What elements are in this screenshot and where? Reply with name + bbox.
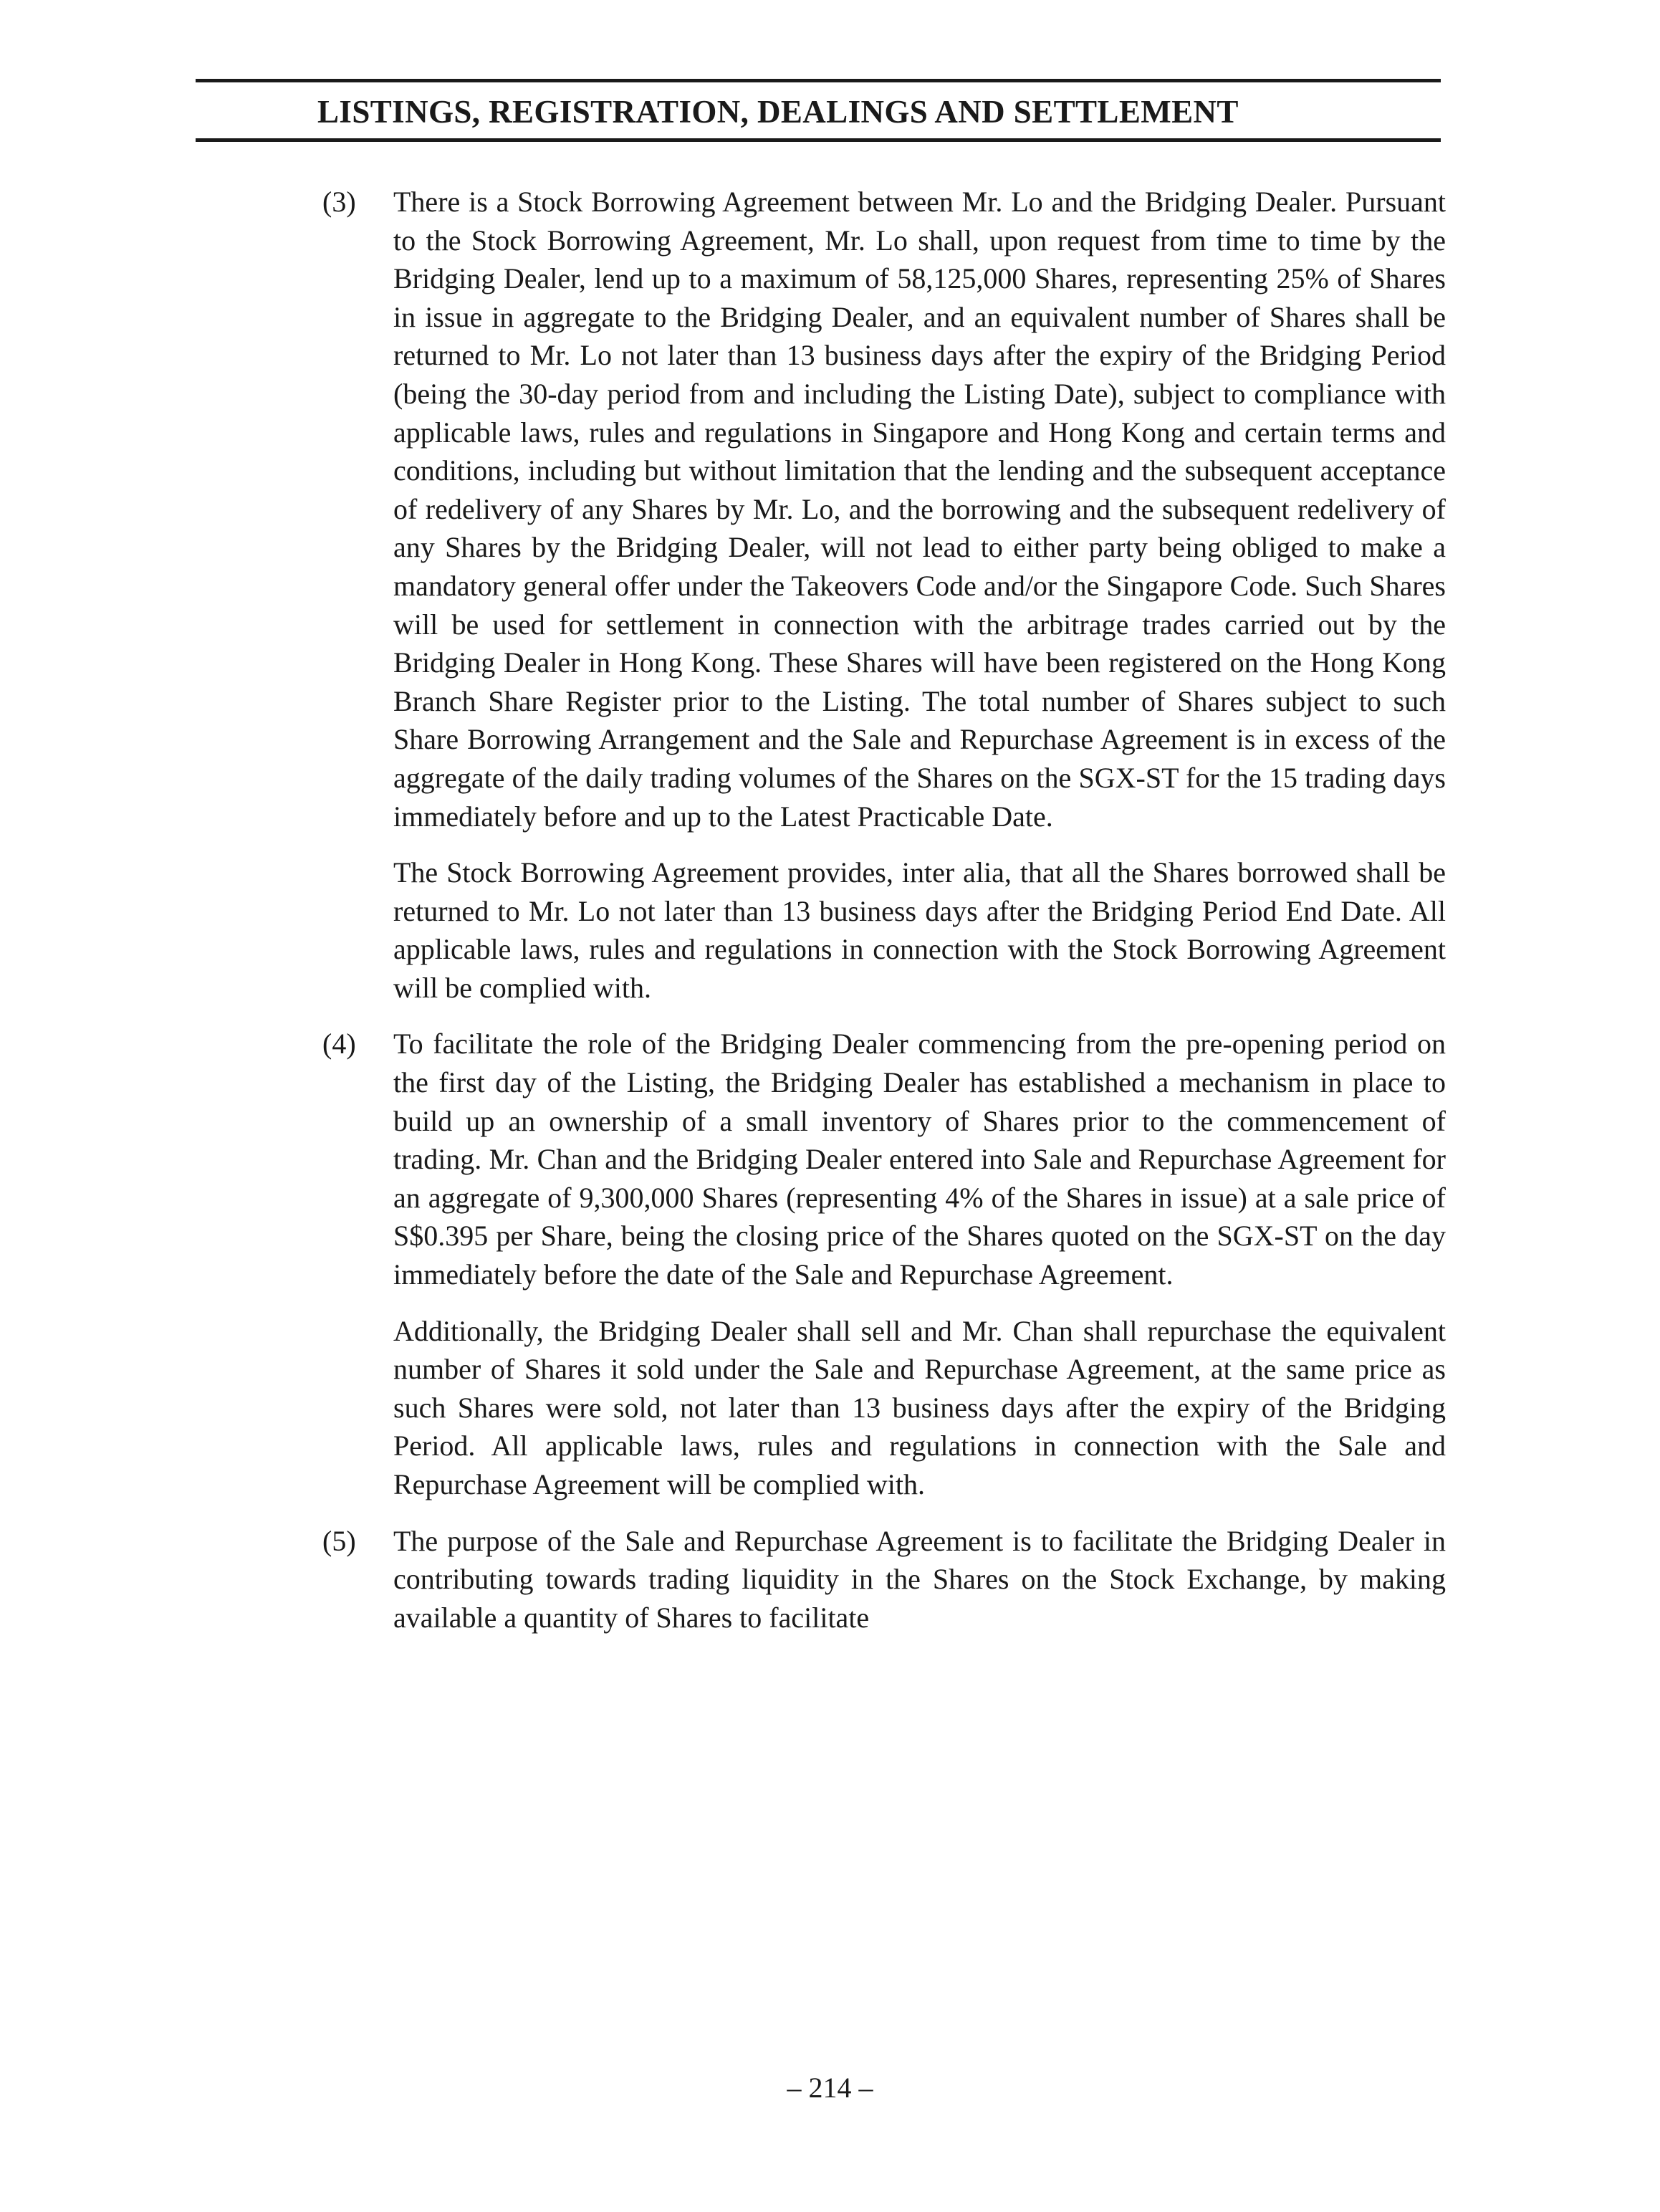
paragraph: Additionally, the Bridging Dealer shall sell and Mr. Chan shall repurchase the equivalent number of Shares it sold under the Sale and Repurchase Agreement, at the same price as such Shares were sold, not later than 13 business days after the expiry of the Bridging Period. All applicable laws, rules and regulations in connection with the Sale and Repurchase Agreement will be complied with. <box>393 1314 1446 1500</box>
list-item-3 <box>322 183 1446 1007</box>
paragraph: To facilitate the role of the Bridging Dealer commencing from the pre-opening period on the first day of the Listing, the Bridging Dealer has established a mechanism in place to build up an ownership of a small inventory of Shares prior to the commencement of trading. Mr. Chan and the Bridging Dealer entered into Sale and Repurchase Agreement for an aggregate of 9,300,000 Shares (representing 4% of the Shares in issue) at a sale price of S$0.395 per Share, being the closing price of the Shares quoted on the SGX-ST on the day immediately before the date of the Sale and Repurchase Agreement. <box>393 1028 1446 1291</box>
list-item-4 <box>322 1025 1446 1503</box>
running-header-title: LISTINGS, REGISTRATION, DEALINGS AND SETTLEMENT <box>317 94 1239 130</box>
item-number: (5) <box>322 1524 356 1557</box>
paragraph: There is a Stock Borrowing Agreement between Mr. Lo and the Bridging Dealer. Pursuant to the Stock Borrowing Agreement, Mr. Lo shall, upon request from time to time by the Bridging Dealer, lend up to a maximum of 58,125,000 Shares, representing 25% of Shares in issue in aggregate to the Bridging Dealer, and an equivalent number of Shares shall be returned to Mr. Lo not later than 13 business days after the expiry of the Bridging Period (being the 30-day period from and including the Listing Date), subject to compliance with applicable laws, rules and regulations in Singapore and Hong Kong and certain terms and conditions, including but without limitation that the lending and the subsequent acceptance of redelivery of any Shares by Mr. Lo, and the borrowing and the subsequent redelivery of any Shares by the Bridging Dealer, will not lead to either party being obliged to make a mandatory general offer under the Takeovers Code and/or the Singapore Code. Such Shares will be used for settlement in connection with the arbitrage trades carried out by the Bridging Dealer in Hong Kong. These Shares will have been registered on the Hong Kong Branch Share Register prior to the Listing. The total number of Shares subject to such Share Borrowing Arrangement and the Sale and Repurchase Agreement is in excess of the aggregate of the daily trading volumes of the Shares on the SGX-ST for the 15 trading days immediately before and up to the Latest Practicable Date. <box>393 186 1446 833</box>
header-top-rule <box>196 79 1441 82</box>
page-number: – 214 – <box>787 2072 873 2104</box>
paragraph: The purpose of the Sale and Repurchase Agreement is to facilitate the Bridging Dealer in contributing towards trading liquidity in the Shares on the Stock Exchange, by making available a quantity of Shares to facilitate <box>393 1524 1446 1634</box>
document-body <box>322 183 1446 1637</box>
list-item-5 <box>322 1522 1446 1637</box>
paragraph: The Stock Borrowing Agreement provides, inter alia, that all the Shares borrowed shall be returned to Mr. Lo not later than 13 business days after the Bridging Period End Date. All applicable laws, rules and regulations in connection with the Stock Borrowing Agreement will be complied with. <box>393 856 1446 1004</box>
item-number: (3) <box>322 186 356 218</box>
item-number: (4) <box>322 1028 356 1060</box>
header-bottom-rule <box>196 138 1441 142</box>
